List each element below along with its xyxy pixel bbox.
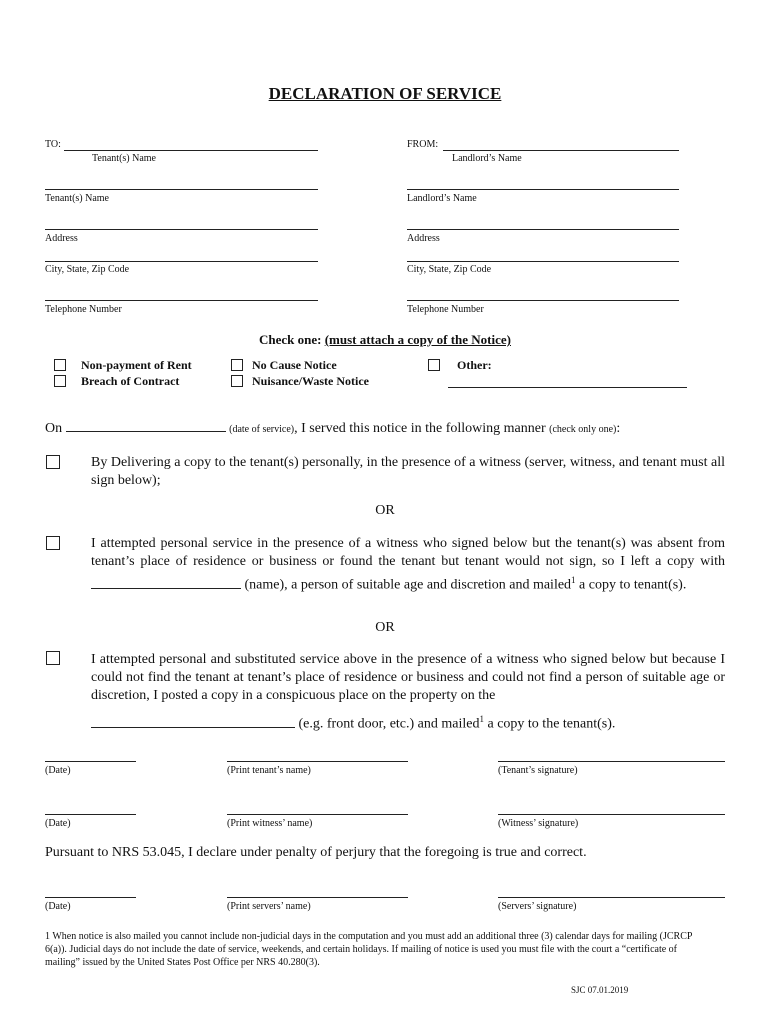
form-id: SJC 07.01.2019 [571,985,629,995]
tenant-signature-field[interactable] [498,761,725,762]
tenant-signature-label: (Tenant’s signature) [498,765,578,776]
landlord-name-field-2[interactable] [407,189,679,190]
date-label-1: (Date) [45,765,71,776]
print-servers-field[interactable] [227,897,408,898]
nonpayment-checkbox[interactable] [54,359,66,371]
check-one-note: (must attach a copy of the Notice) [324,332,511,347]
landlord-address-label: Address [407,233,440,244]
print-witness-field[interactable] [227,814,408,815]
option2-checkbox[interactable] [46,536,60,550]
date-field-2[interactable] [45,814,136,815]
option3-line-2 [91,714,615,733]
page-title: DECLARATION OF SERVICE [268,84,502,103]
option3-checkbox[interactable] [46,651,60,665]
footnote: 1 When notice is also mailed you cannot include non-judicial days in the computation and you must add an additional three (3) calendar days for mailing (JCRCP 6(a)). Judicial days do not include the date of service, weekends, and certain holidays. If mailing of notice is used you must file with the court a “certificate of mailing” issued by the United States Post Office per NRS 40.280(3). [45,931,693,968]
option1-text: By Delivering a copy to the tenant(s) personally, in the presence of a witness (server, witness, and tenant must all sign below); [91,455,725,488]
option1-checkbox[interactable] [46,455,60,469]
served-text: , I served this notice in the following manner [294,421,550,436]
colon: : [616,421,621,436]
tenant-name-label-2: Tenant(s) Name [45,193,109,204]
footnote-mark-1: 1 [571,575,576,585]
other-field[interactable] [448,387,687,388]
option3-text-b: (e.g. front door, etc.) and mailed [295,716,480,732]
tenant-name-field-2[interactable] [45,189,318,190]
option3-text: I attempted personal and substituted service above in the presence of a witness who signed below but because I could not find the tenant at tenant’s place of residence or business and could not find a person of suitable age or discretion, I posted a copy in a conspicuous place on the property on the [91,652,725,703]
option2-text-b: (name), a person of suitable age and discretion and mailed [241,577,572,593]
tenant-address-label: Address [45,233,78,244]
option2-text-c: a copy to tenant(s). [575,577,687,593]
nonpayment-label: Non-payment of Rent [81,358,192,372]
no-cause-checkbox[interactable] [231,359,243,371]
tenant-phone-field[interactable] [45,300,318,301]
tenant-phone-label: Telephone Number [45,304,122,315]
date-field-1[interactable] [45,761,136,762]
date-label-3: (Date) [45,901,71,912]
option2-name-field[interactable] [91,588,241,589]
from-label: FROM: [407,139,439,150]
check-one-heading [0,332,770,348]
or-separator-2: OR [375,620,395,635]
check-only-one-label: (check only one) [549,424,617,435]
breach-checkbox[interactable] [54,375,66,387]
landlord-phone-label: Telephone Number [407,304,484,315]
tenant-name-label-1: Tenant(s) Name [92,153,156,164]
option3-place-field[interactable] [91,727,295,728]
date-of-service-label: (date of service) [229,424,295,435]
option3-text-c: a copy to the tenant(s). [483,716,616,732]
date-of-service-field[interactable] [66,431,226,432]
print-tenant-label: (Print tenant’s name) [227,765,311,776]
date-label-2: (Date) [45,818,71,829]
tenant-city-label: City, State, Zip Code [45,264,130,275]
other-checkbox[interactable] [428,359,440,371]
perjury-declaration: Pursuant to NRS 53.045, I declare under penalty of perjury that the foregoing is true and correct. [45,845,587,860]
landlord-city-field[interactable] [407,261,679,262]
servers-signature-field[interactable] [498,897,725,898]
footnote-mark-2: 1 [479,714,484,724]
or-separator-1: OR [375,503,395,518]
landlord-name-field-1[interactable] [443,150,679,151]
print-servers-label: (Print servers’ name) [227,901,311,912]
nuisance-checkbox[interactable] [231,375,243,387]
no-cause-label: No Cause Notice [252,358,337,372]
option2-text-a: I attempted personal service in the presence of a witness who signed below but the tenant(s) was absent from tenant’s place of residence or business or found the tenant but tenant would not sign, so I left a copy with [91,536,725,569]
landlord-city-label: City, State, Zip Code [407,264,492,275]
witness-signature-field[interactable] [498,814,725,815]
landlord-name-label-1: Landlord’s Name [452,153,522,164]
other-label: Other: [457,358,492,372]
landlord-name-label-2: Landlord’s Name [407,193,477,204]
tenant-address-field[interactable] [45,229,318,230]
witness-signature-label: (Witness’ signature) [498,818,579,829]
print-witness-label: (Print witness’ name) [227,818,313,829]
servers-signature-label: (Servers’ signature) [498,901,577,912]
date-field-3[interactable] [45,897,136,898]
nuisance-label: Nuisance/Waste Notice [252,374,369,388]
tenant-name-field-1[interactable] [64,150,318,151]
on-label: On [45,421,63,436]
check-one-prefix: Check one: [258,332,325,347]
to-label: TO: [45,139,61,150]
landlord-address-field[interactable] [407,229,679,230]
landlord-phone-field[interactable] [407,300,679,301]
tenant-city-field[interactable] [45,261,318,262]
print-tenant-field[interactable] [227,761,408,762]
breach-label: Breach of Contract [81,374,180,388]
service-date-line [45,421,620,437]
option2-text [91,535,725,595]
